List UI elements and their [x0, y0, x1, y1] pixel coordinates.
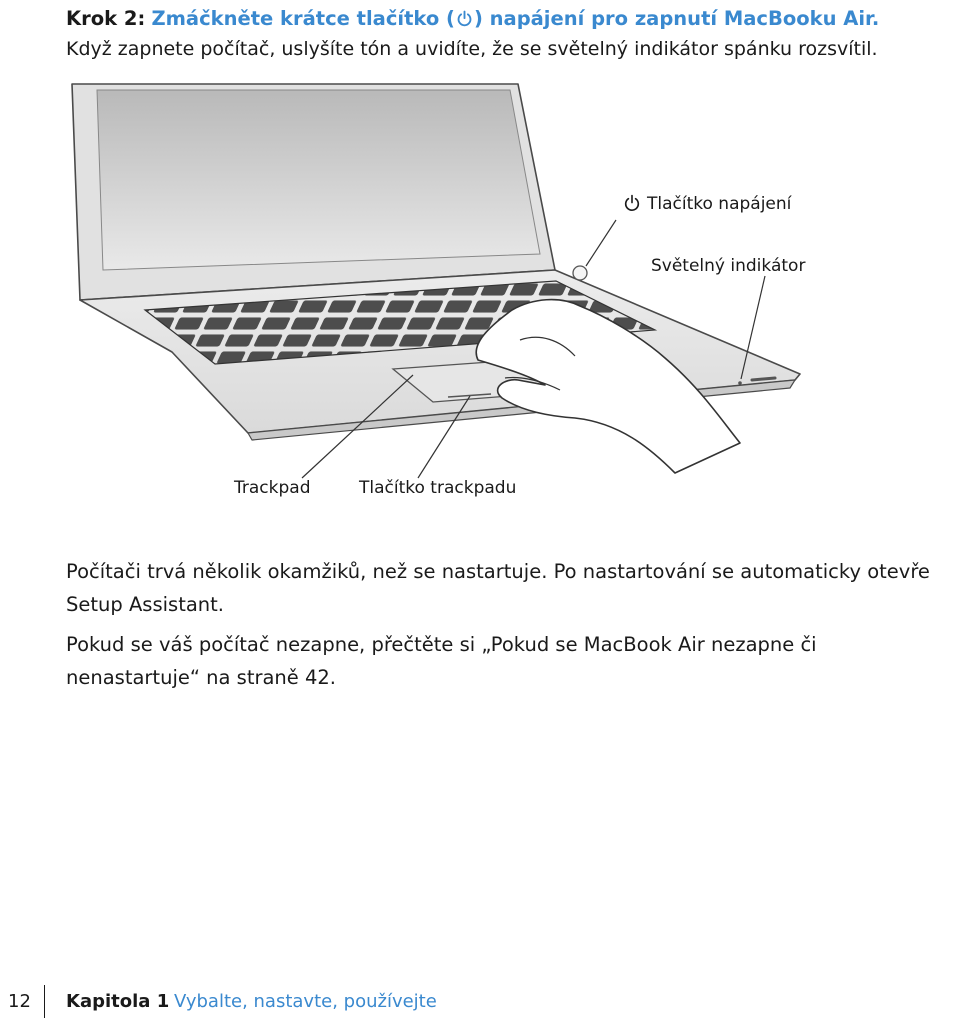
step-subline: Když zapnete počítač, uslyšíte tón a uvidíte, že se světelný indikátor spánku rozsvítil. — [66, 38, 878, 60]
step-instruction-start: Zmáčkněte krátce tlačítko ( — [151, 7, 455, 30]
macbook-illustration — [0, 78, 960, 518]
chapter-title: Vybalte, nastavte, používejte — [174, 991, 437, 1012]
body-text — [66, 555, 946, 701]
step-heading-line — [66, 4, 946, 34]
step-instruction-end: ) napájení pro zapnutí MacBooku Air. — [473, 7, 880, 30]
macbook-drawing — [0, 78, 960, 518]
power-button — [573, 266, 587, 280]
callout-sleep-indicator: Světelný indikátor — [651, 256, 806, 276]
footer-divider — [44, 985, 45, 1018]
screen — [97, 90, 540, 270]
callout-trackpad: Trackpad — [234, 478, 311, 498]
leader-power — [586, 220, 616, 266]
callout-power-button — [622, 194, 791, 214]
callout-trackpad-button: Tlačítko trackpadu — [359, 478, 517, 498]
step-heading — [66, 4, 946, 64]
paragraph-startup: Počítači trvá několik okamžiků, než se nastartuje. Po nastartování se automaticky otevře Setup Assistant. — [66, 560, 930, 616]
page-number: 12 — [8, 991, 31, 1012]
paragraph-troubleshoot: Pokud se váš počítač nezapne, přečtěte si „Pokud se MacBook Air nezapne či nenastartuje“ na straně 42. — [66, 633, 817, 689]
step-label: Krok 2: — [66, 7, 146, 30]
chapter-label: Kapitola 1 — [66, 991, 170, 1012]
power-icon — [623, 194, 641, 212]
power-icon — [456, 10, 473, 27]
callout-power-label: Tlačítko napájení — [647, 194, 792, 214]
page-footer — [0, 985, 960, 1018]
sleep-indicator-light — [738, 381, 742, 385]
